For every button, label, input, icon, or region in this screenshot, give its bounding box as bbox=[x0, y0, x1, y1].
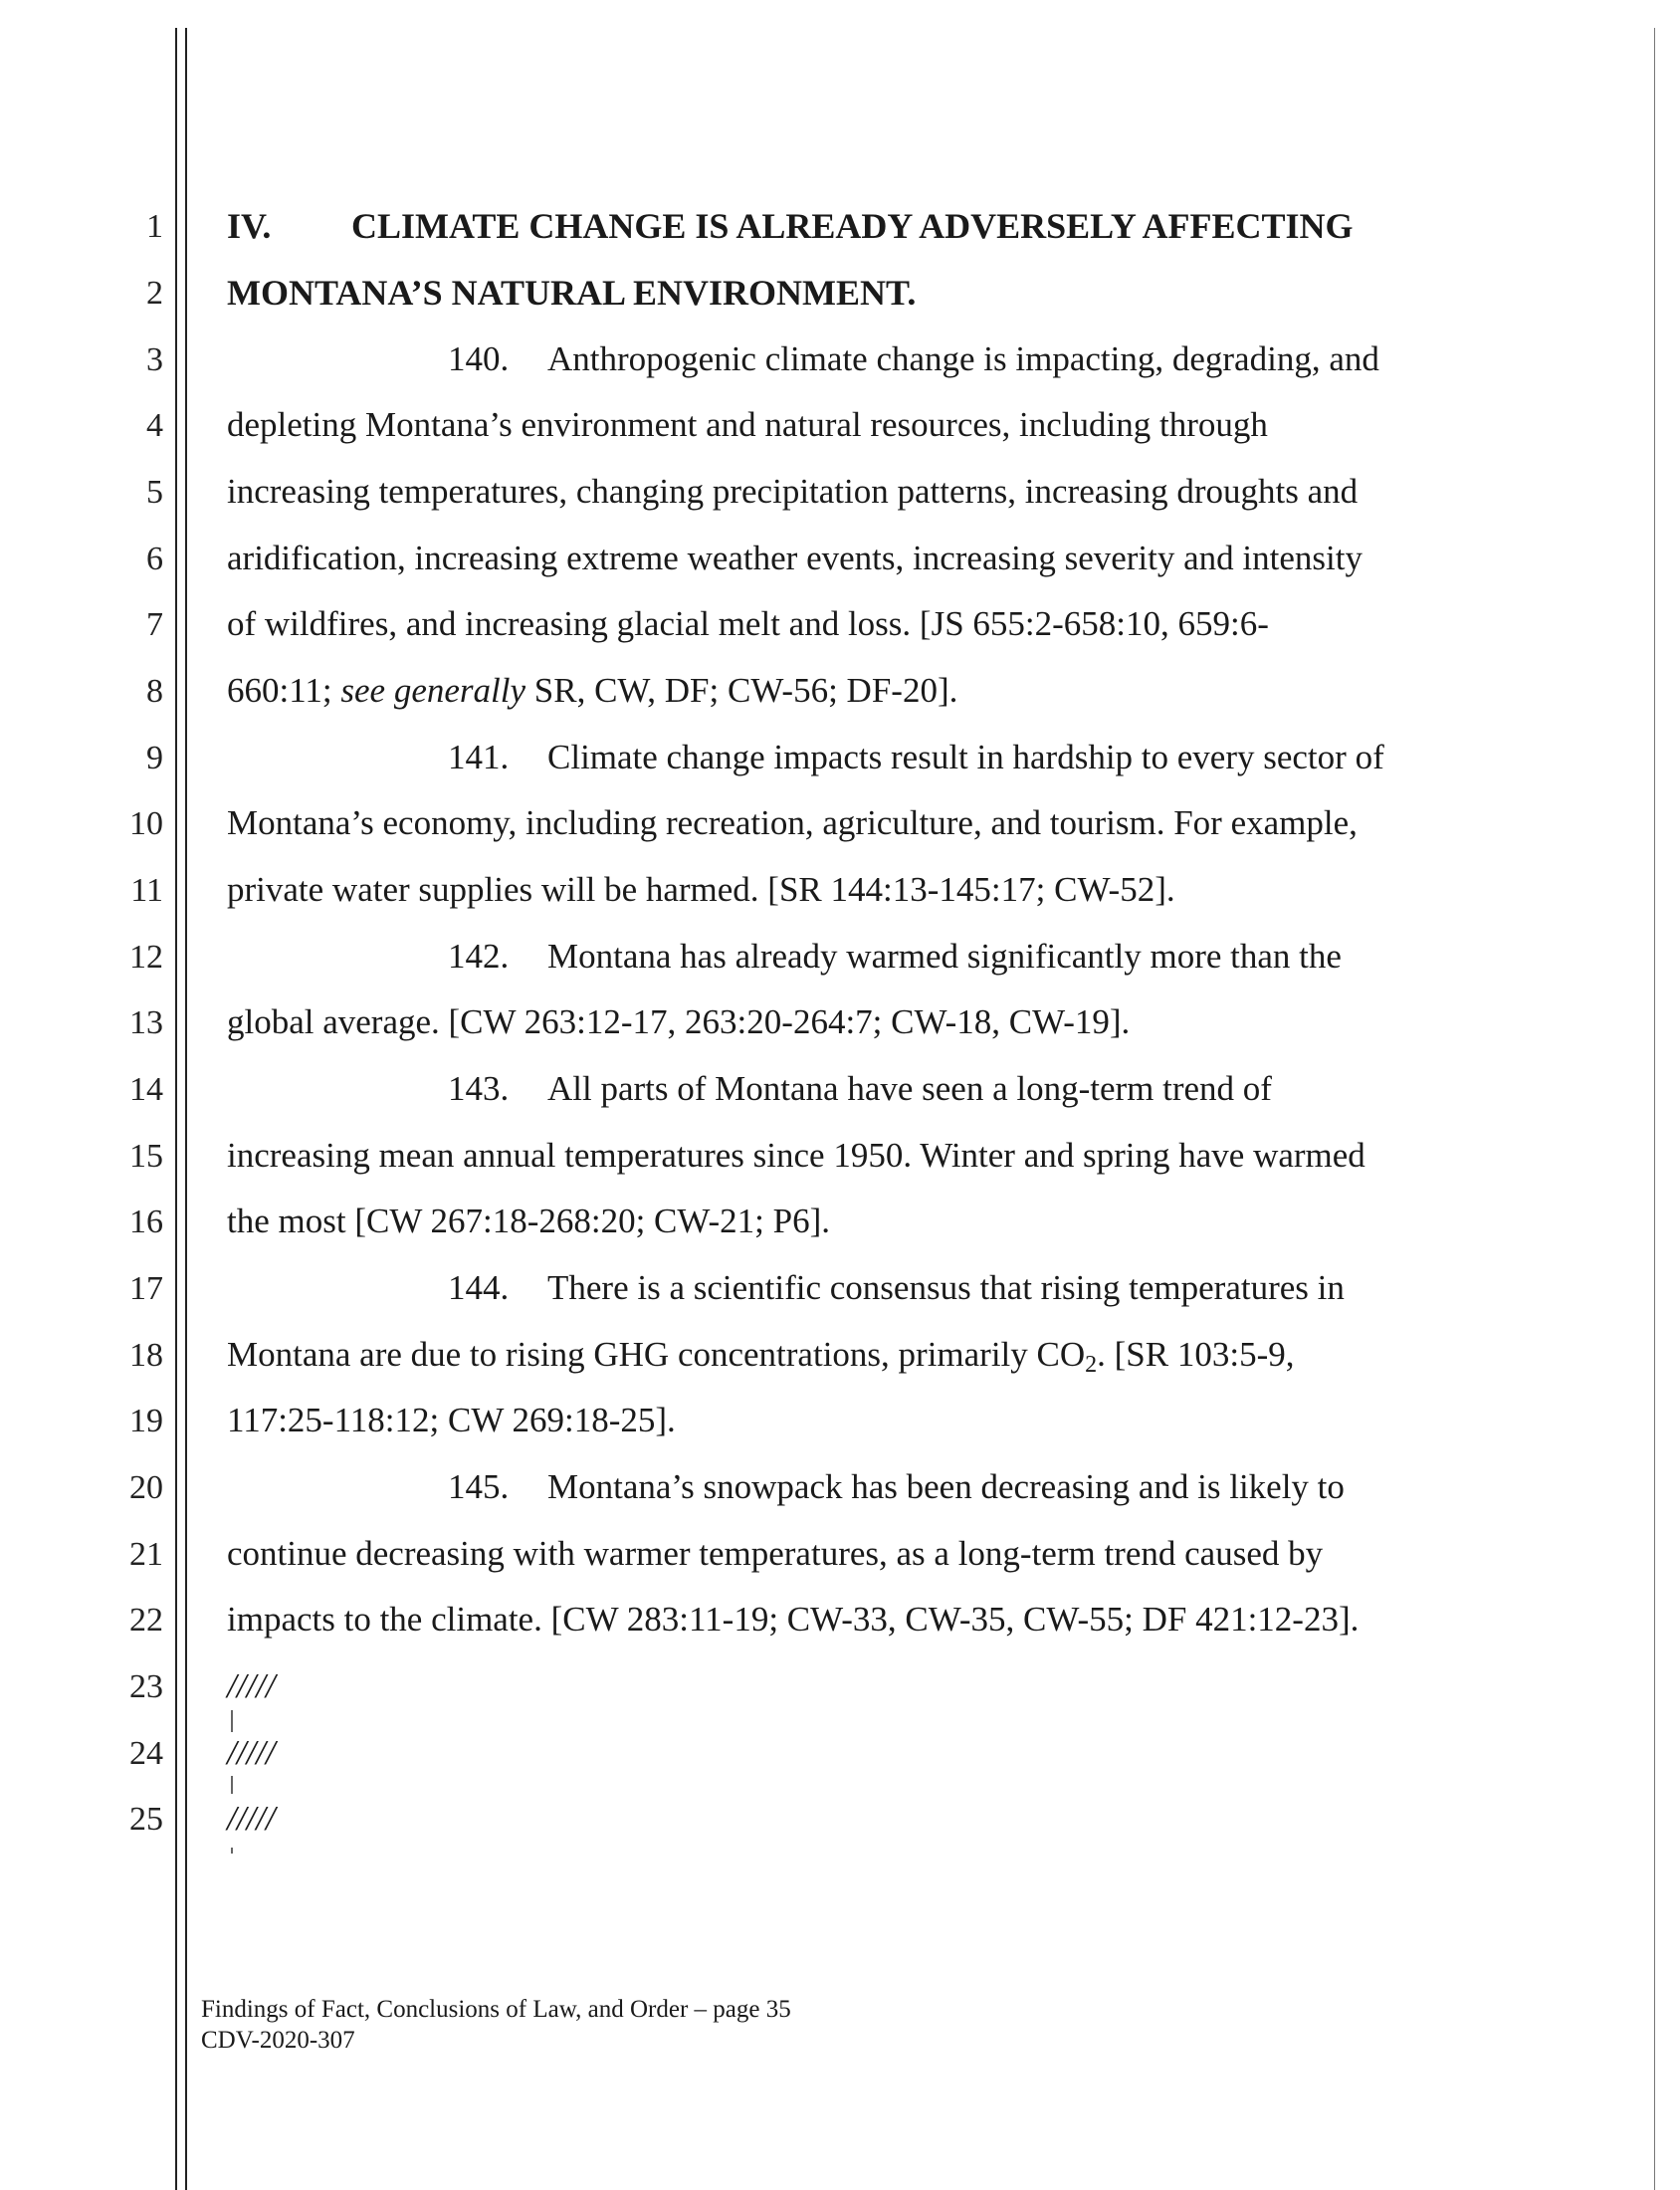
paragraph-text: Montana are due to rising GHG concentrations, primarily CO bbox=[227, 1335, 1086, 1374]
scan-speck bbox=[231, 1848, 233, 1854]
section-numeral: IV. bbox=[227, 206, 272, 246]
line-number: 8 bbox=[146, 673, 163, 710]
line-number: 10 bbox=[129, 805, 163, 842]
paragraph-145-line-2: continue decreasing with warmer temperatures, as a long-term trend caused by bbox=[227, 1534, 1324, 1573]
paragraph-140-line-3: increasing temperatures, changing precipitation patterns, increasing droughts and bbox=[227, 472, 1359, 511]
paragraph-145-line-1 bbox=[227, 1467, 1680, 1507]
citation-signal: see generally bbox=[340, 671, 526, 710]
paragraph-140-line-1 bbox=[227, 339, 1680, 379]
separator-mark: ///// bbox=[227, 1799, 276, 1838]
page-footer bbox=[201, 1994, 791, 2056]
section-heading-line-2: MONTANA’S NATURAL ENVIRONMENT. bbox=[227, 273, 917, 313]
paragraph-number: 140. bbox=[448, 339, 510, 378]
paragraph-143-line-2: increasing mean annual temperatures since 1950. Winter and spring have warmed bbox=[227, 1136, 1365, 1175]
line-number: 7 bbox=[146, 606, 163, 643]
separator-mark: ///// bbox=[227, 1733, 276, 1772]
line-number: 20 bbox=[129, 1469, 163, 1506]
paragraph-140-line-6 bbox=[227, 671, 1640, 711]
subscript: 2 bbox=[1085, 1352, 1098, 1378]
citation-text: 660:11; bbox=[227, 671, 341, 710]
line-number: 12 bbox=[129, 939, 163, 976]
line-number: 9 bbox=[146, 740, 163, 776]
line-number: 15 bbox=[129, 1138, 163, 1175]
section-heading-text: CLIMATE CHANGE IS ALREADY ADVERSELY AFFECTING bbox=[351, 206, 1354, 246]
line-number: 14 bbox=[129, 1071, 163, 1108]
paragraph-141-line-2: Montana’s economy, including recreation, agriculture, and tourism. For example, bbox=[227, 803, 1358, 842]
paragraph-text: There is a scientific consensus that rising temperatures in bbox=[547, 1268, 1345, 1307]
line-number: 22 bbox=[129, 1602, 163, 1639]
paragraph-141-line-3: private water supplies will be harmed. [SR 144:13-145:17; CW-52]. bbox=[227, 870, 1175, 909]
line-number: 4 bbox=[146, 407, 163, 444]
line-number: 1 bbox=[146, 208, 163, 245]
section-heading-line-1 bbox=[227, 206, 1640, 246]
line-number: 21 bbox=[129, 1536, 163, 1573]
footer-case-number: CDV-2020-307 bbox=[201, 2027, 355, 2054]
paragraph-number: 145. bbox=[448, 1467, 510, 1506]
paragraph-140-line-2: depleting Montana’s environment and natural resources, including through bbox=[227, 405, 1268, 444]
line-number: 2 bbox=[146, 275, 163, 312]
line-number: 16 bbox=[129, 1204, 163, 1240]
paragraph-number: 142. bbox=[448, 937, 510, 976]
line-number: 5 bbox=[146, 474, 163, 511]
paragraph-144-line-3: 117:25-118:12; CW 269:18-25]. bbox=[227, 1401, 676, 1439]
citation-text: SR, CW, DF; CW-56; DF-20]. bbox=[525, 671, 958, 710]
paragraph-number: 144. bbox=[448, 1268, 510, 1307]
paragraph-143-line-3: the most [CW 267:18-268:20; CW-21; P6]. bbox=[227, 1202, 831, 1240]
line-number: 23 bbox=[129, 1668, 163, 1705]
footer-title: Findings of Fact, Conclusions of Law, and Order – page 35 bbox=[201, 1996, 791, 2023]
paragraph-text: Climate change impacts result in hardship to every sector of bbox=[547, 738, 1384, 776]
line-number: 17 bbox=[129, 1270, 163, 1307]
left-margin-rule-outer bbox=[175, 28, 177, 2190]
line-number: 6 bbox=[146, 541, 163, 577]
line-number: 13 bbox=[129, 1004, 163, 1041]
paragraph-145-line-3: impacts to the climate. [CW 283:11-19; CW-33, CW-35, CW-55; DF 421:12-23]. bbox=[227, 1600, 1360, 1639]
paragraph-140-line-4: aridification, increasing extreme weather events, increasing severity and intensity bbox=[227, 539, 1363, 577]
paragraph-text: All parts of Montana have seen a long-term trend of bbox=[547, 1069, 1272, 1108]
paragraph-number: 143. bbox=[448, 1069, 510, 1108]
paragraph-text: Anthropogenic climate change is impacting, degrading, and bbox=[547, 339, 1379, 378]
separator-mark: ///// bbox=[227, 1666, 276, 1705]
line-number: 25 bbox=[129, 1801, 163, 1838]
paragraph-140-line-5: of wildfires, and increasing glacial melt and loss. [JS 655:2-658:10, 659:6- bbox=[227, 604, 1269, 643]
line-number: 18 bbox=[129, 1337, 163, 1374]
paragraph-number: 141. bbox=[448, 738, 510, 776]
paragraph-text: Montana has already warmed significantly more than the bbox=[547, 937, 1342, 976]
scan-speck bbox=[231, 1710, 233, 1732]
scan-speck bbox=[231, 1776, 233, 1794]
paragraph-text: Montana’s snowpack has been decreasing and is likely to bbox=[547, 1467, 1345, 1506]
paragraph-144-line-1 bbox=[227, 1268, 1680, 1308]
line-number: 3 bbox=[146, 341, 163, 378]
paragraph-141-line-1 bbox=[227, 738, 1680, 777]
line-number: 11 bbox=[130, 872, 163, 909]
line-number: 24 bbox=[129, 1735, 163, 1772]
paragraph-142-line-2: global average. [CW 263:12-17, 263:20-264:7; CW-18, CW-19]. bbox=[227, 1002, 1131, 1041]
paragraph-text: . [SR 103:5-9, bbox=[1097, 1335, 1295, 1374]
paragraph-143-line-1 bbox=[227, 1069, 1680, 1109]
line-number: 19 bbox=[129, 1403, 163, 1439]
left-margin-rule-inner bbox=[185, 28, 187, 2190]
paragraph-142-line-1 bbox=[227, 937, 1680, 977]
paragraph-144-line-2 bbox=[227, 1335, 1640, 1378]
